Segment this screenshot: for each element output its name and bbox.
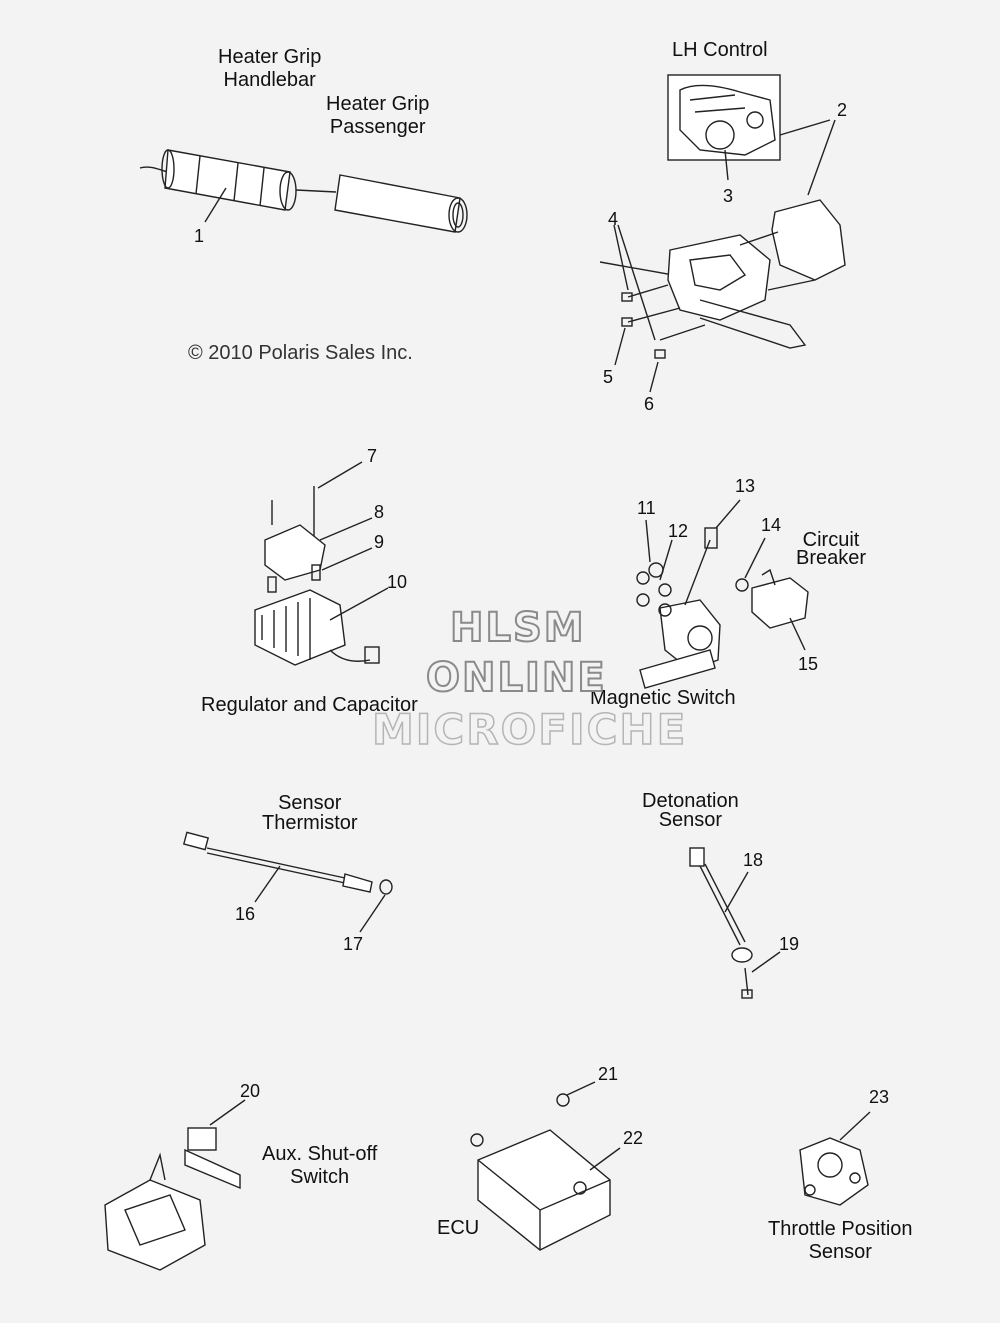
copyright-text: © 2010 Polaris Sales Inc. <box>188 342 413 364</box>
aux-shutoff-switch-drawing <box>105 1100 245 1270</box>
watermark-line-3: MICROFICHE <box>372 705 688 754</box>
callout-3: 3 <box>723 186 734 206</box>
heater-grip-handlebar-drawing <box>140 150 336 210</box>
magnetic-switch-label: Magnetic Switch <box>590 687 736 709</box>
callout-1: 1 <box>194 226 205 246</box>
detonation-sensor-drawing <box>690 848 780 998</box>
callout-11: 11 <box>637 498 656 518</box>
callout-7: 7 <box>367 446 378 466</box>
heater-grip-handlebar-label: Heater Grip Handlebar <box>218 46 322 91</box>
callout-18: 18 <box>743 850 764 870</box>
callout-23: 23 <box>869 1087 890 1107</box>
callout-22: 22 <box>623 1128 644 1148</box>
callout-5: 5 <box>603 367 614 387</box>
callout-15: 15 <box>798 654 819 674</box>
aux-shutoff-switch-label: Aux. Shut-off Switch <box>262 1143 378 1188</box>
throttle-position-sensor-drawing <box>800 1112 870 1205</box>
callout-17: 17 <box>343 934 364 954</box>
magnetic-switch-drawing <box>637 500 765 688</box>
circuit-breaker-drawing <box>752 570 808 650</box>
callout-8: 8 <box>374 502 385 522</box>
callout-10: 10 <box>387 572 408 592</box>
callout-20: 20 <box>240 1081 261 1101</box>
callout-12: 12 <box>668 521 689 541</box>
heater-grip-passenger-drawing <box>335 175 467 232</box>
callout-6: 6 <box>644 394 655 414</box>
sensor-thermistor-label: Sensor Thermistor <box>262 792 358 834</box>
callout-21: 21 <box>598 1064 619 1084</box>
callout-13: 13 <box>735 476 756 496</box>
watermark-line-2: ONLINE <box>426 655 607 701</box>
watermark-line-1: HLSM <box>450 605 586 651</box>
lh-control-drawing <box>668 75 830 180</box>
regulator-capacitor-drawing <box>255 462 388 665</box>
callout-19: 19 <box>779 934 800 954</box>
callout-9: 9 <box>374 532 385 552</box>
detonation-sensor-label: Detonation Sensor <box>642 790 739 831</box>
regulator-capacitor-label: Regulator and Capacitor <box>201 694 418 716</box>
lh-control-label: LH Control <box>672 39 768 61</box>
throttle-position-sensor-label: Throttle Position Sensor <box>768 1218 913 1263</box>
circuit-breaker-label: Circuit Breaker <box>796 529 867 569</box>
callout-2: 2 <box>837 100 848 120</box>
sensor-thermistor-drawing <box>184 832 392 932</box>
lh-control-assembly-drawing <box>600 120 845 392</box>
callout-16: 16 <box>235 904 256 924</box>
ecu-drawing <box>471 1082 620 1250</box>
ecu-label: ECU <box>437 1217 480 1239</box>
heater-grip-passenger-label: Heater Grip Passenger <box>326 93 430 138</box>
callout-4: 4 <box>608 209 619 229</box>
callout-14: 14 <box>761 515 782 535</box>
